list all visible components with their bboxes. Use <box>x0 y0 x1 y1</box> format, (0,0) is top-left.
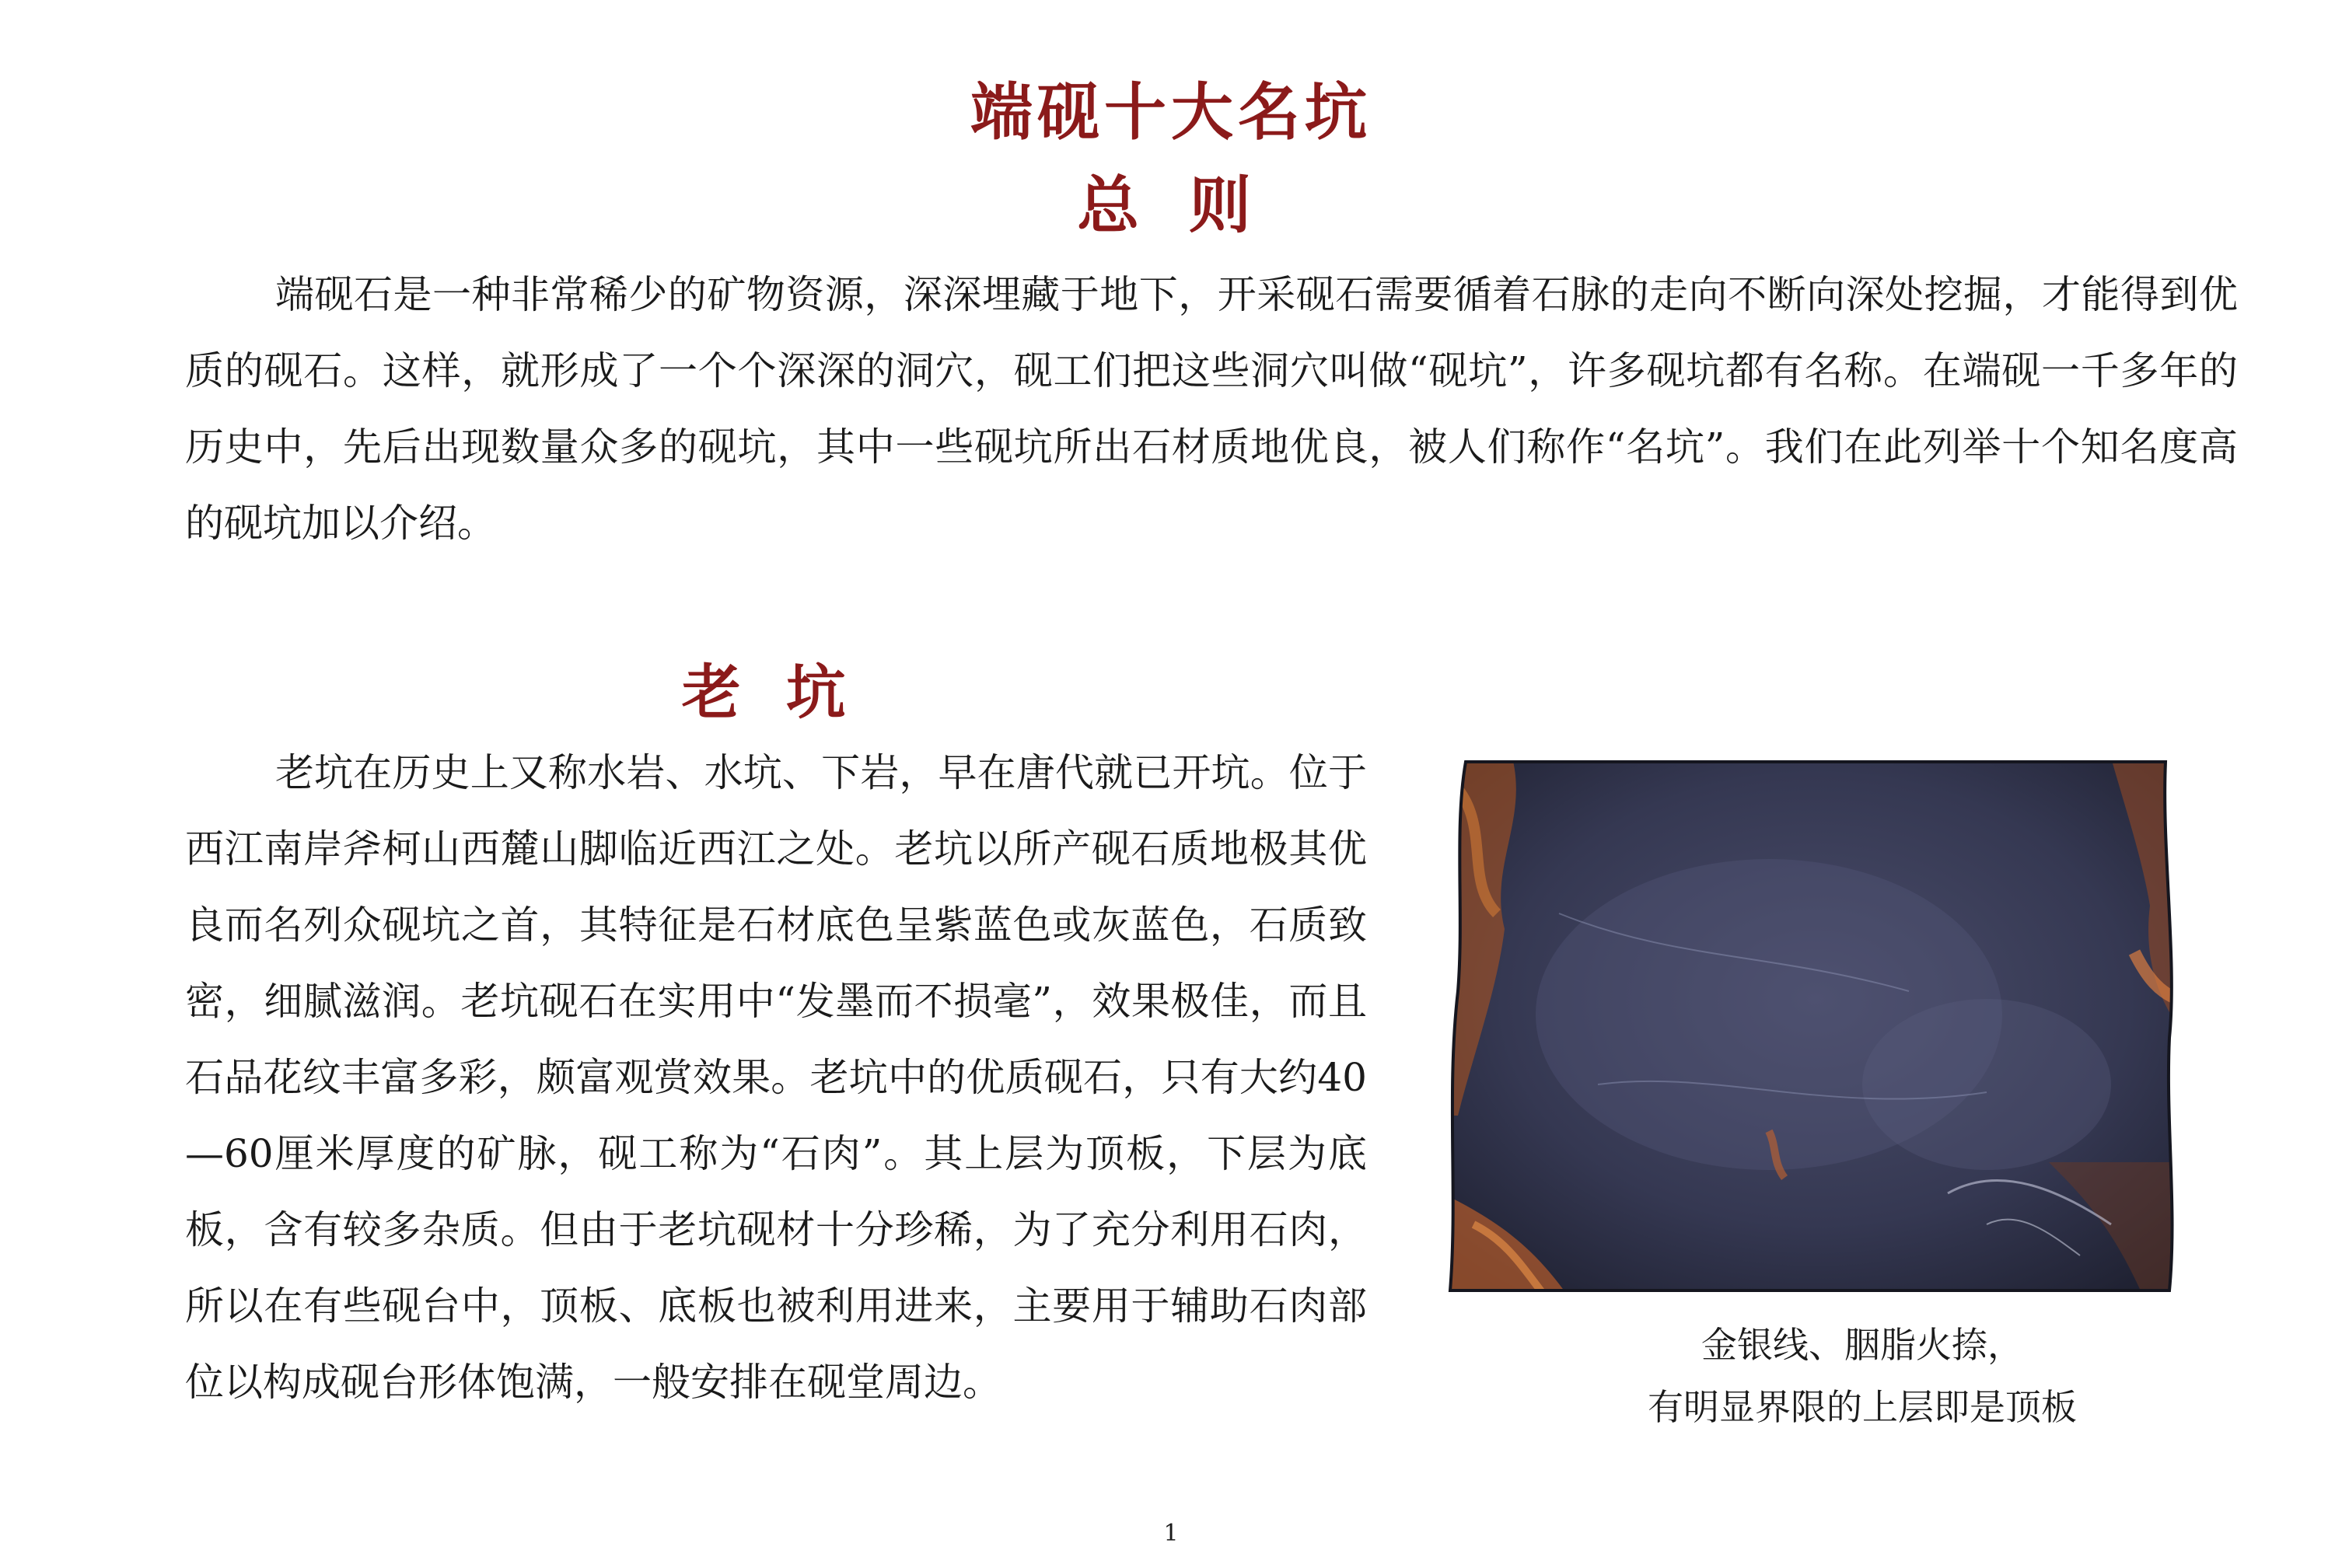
caption-line-1: 金银线、胭脂火捺， <box>1701 1324 2023 1366</box>
image-caption <box>1547 1314 2177 1438</box>
caption-line-2: 有明显界限的上层即是顶板 <box>1648 1386 2077 1428</box>
page-title: 端砚十大名坑 <box>970 75 1372 148</box>
inkstone-photo <box>1442 758 2189 1294</box>
intro-paragraph: 端砚石是一种非常稀少的矿物资源，深深埋藏于地下，开采砚石需要循着石脉的走向不断向深处挖掘，才能得到优质的砚石。这样，就形成了一个个深深的洞穴，砚工们把这些洞穴叫做“砚坑”，许多砚坑都有名称。在端砚一千多年的历史中，先后出现数量众多的砚坑，其中一些砚坑所出石材质地优良，被人们称作“名坑”。我们在此列举十个知名度高的砚坑加以介绍。 <box>185 272 2238 546</box>
section-heading-laokeng: 老 坑 <box>681 658 858 727</box>
section-heading-general: 总 则 <box>1077 169 1265 242</box>
page-number: 1 <box>1163 1520 1179 1547</box>
inkstone-illustration <box>1442 758 2189 1294</box>
section-body-text: 老坑在历史上又称水岩、水坑、下岩，早在唐代就已开坑。位于西江南岸斧柯山西麓山脚临近西江之处。老坑以所产砚石质地极其优良而名列众砚坑之首，其特征是石材底色呈紫蓝色或灰蓝色，石质致密，细腻滋润。老坑砚石在实用中“发墨而不损毫”，效果极佳，而且石品花纹丰富多彩，颇富观赏效果。老坑中的优质砚石，只有大约40—60厘米厚度的矿脉，砚工称为“石肉”。其上层为顶板，下层为底板，含有较多杂质。但由于老坑砚材十分珍稀，为了充分利用石肉，所以在有些砚台中，顶板、底板也被利用进来，主要用于辅助石肉部位以构成砚台形体饱满，一般安排在砚堂周边。 <box>185 750 1367 1405</box>
